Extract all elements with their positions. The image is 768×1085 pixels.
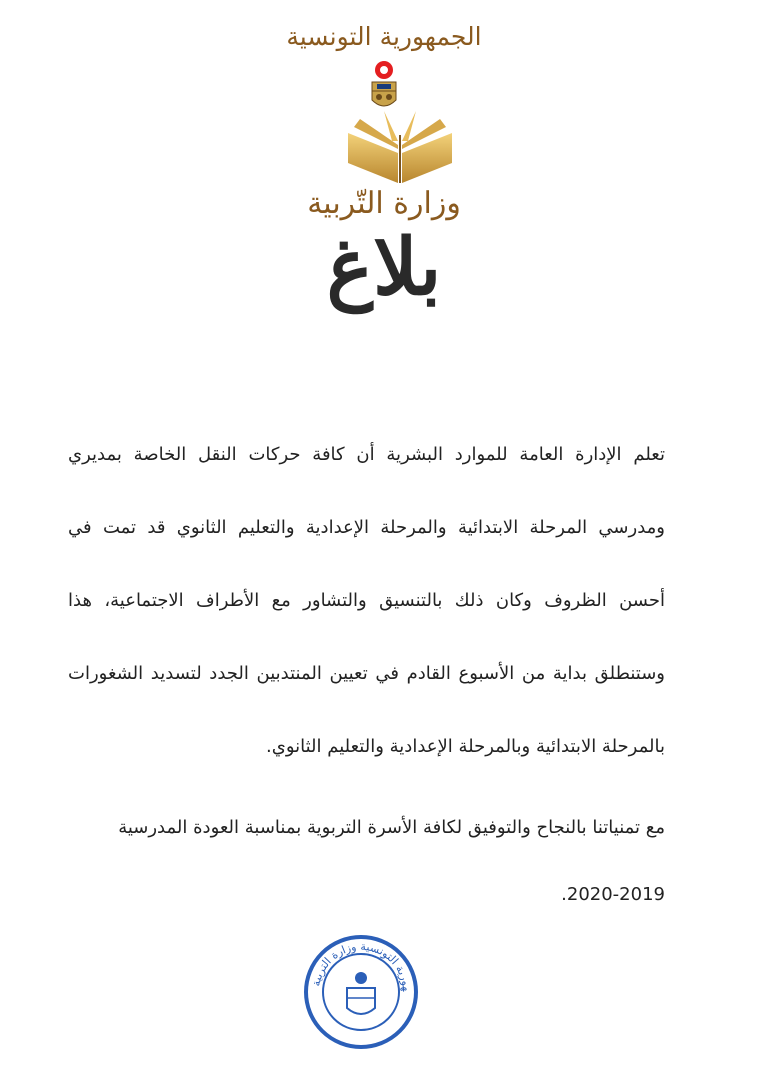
ministry-title: وزارة التّربية	[307, 186, 461, 221]
svg-text:الجمهورية التونسية وزارة الترب	[301, 932, 413, 993]
closing-line: مع تمنياتنا بالنجاح والتوفيق لكافة الأسرة التربوية بمناسبة العودة المدرسية	[118, 817, 665, 838]
republic-header: الجمهورية التونسية	[286, 22, 482, 51]
open-book-logo-icon	[340, 105, 460, 189]
school-year: 2020-2019.	[561, 884, 665, 905]
announcement-body: تعلم الإدارة العامة للموارد البشرية أن كافة حركات النقل الخاصة بمديري ومدرسي المرحلة الابتدائية والمرحلة الإعدادية والتعليم الثانوي قد تمت في أحسن الظروف وكان ذلك بالتنسيق والتشاور مع الأطراف الاجتماعية، هذا وستنطلق بداية من الأسبوع القادم في تعيين المنتدبين الجدد لتسديد الشغورات بالمرحلة الابتدائية وبالمرحلة الإعدادية والتعليم الثانوي.	[68, 444, 665, 757]
stamp-text: هورية التونسية وزارة التربية	[309, 939, 414, 992]
official-stamp-icon	[301, 932, 421, 1056]
announcement-title: بلاغ	[326, 222, 442, 313]
